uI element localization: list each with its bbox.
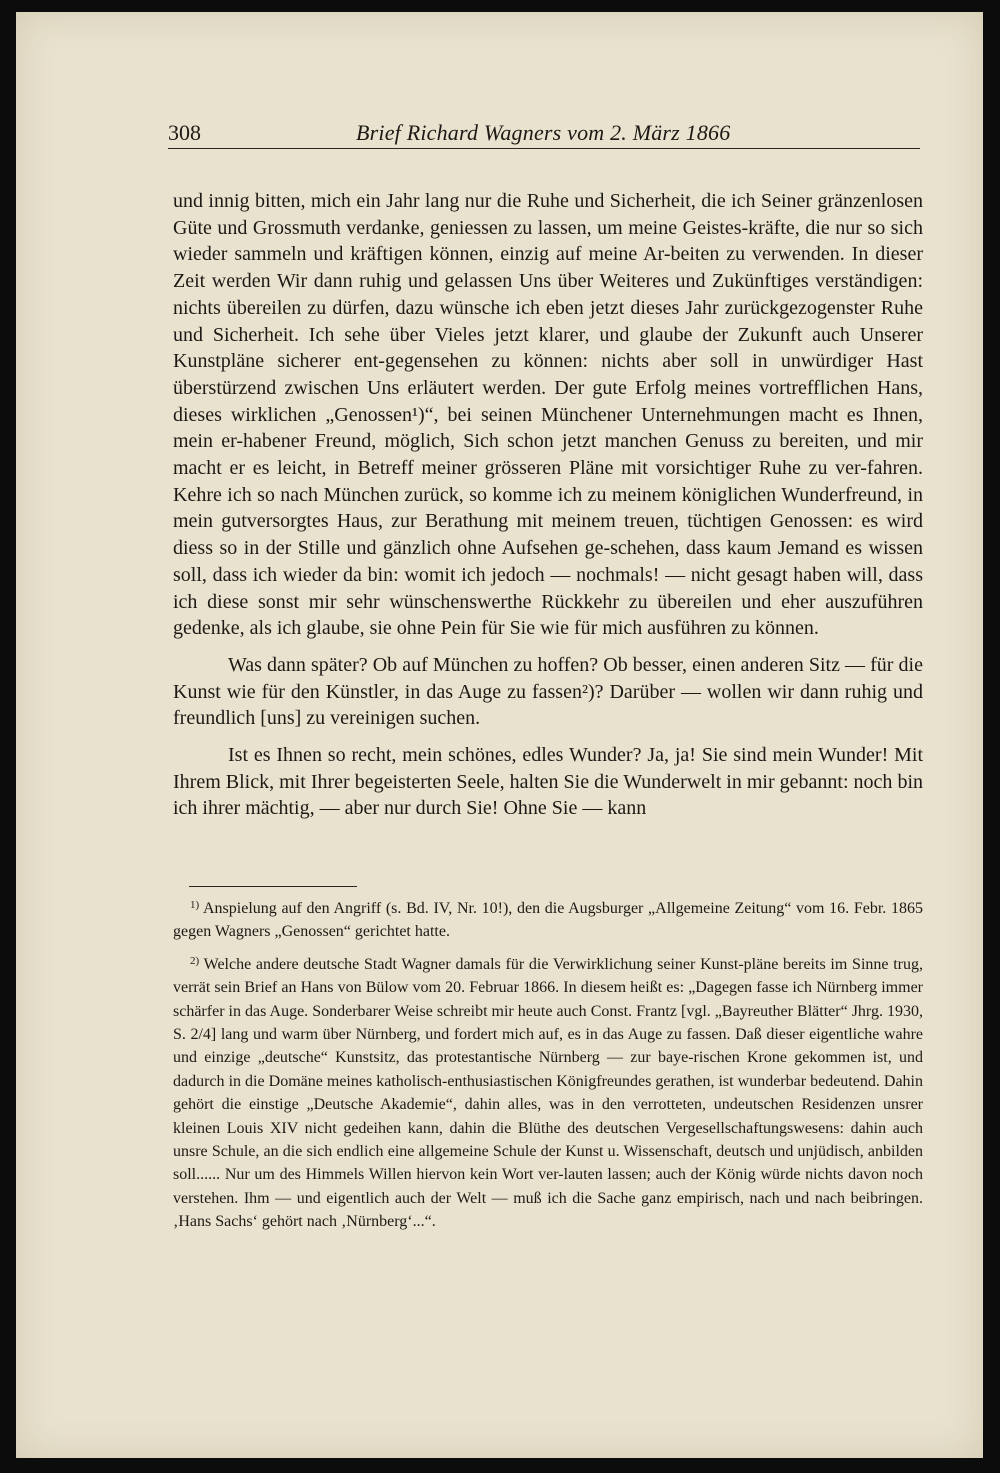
book-page [16,12,983,1458]
footnote-divider [189,886,357,887]
body-paragraph: Was dann später? Ob auf München zu hoffen? Ob besser, einen anderen Sitz — für die Kunst wie für den Künstler, in das Auge zu fassen²)? Darüber — wollen wir dann ruhig und freundlich [uns] zu vereinigen suchen. [173,653,923,730]
footnote-text: Welche andere deutsche Stadt Wagner damals für die Verwirklichung seiner Kunst-pläne bereits im Sinne trug, verrät sein Brief an Hans von Bülow vom 20. Februar 1866. In diesem heißt es: „Dagegen fasse ich Nürnberg immer schärfer in das Auge. Sonderbarer Weise schreibt mir heute auch Const. Frantz [vgl. „Bayreuther Blätter“ Jhrg. 1930, S. 2/4] lang und warm über Nürnberg, und fordert mich auf, es in das Auge zu fassen. Daß dieser eigentliche wahre und einzige „deutsche“ Kunstsitz, das protestantische Nürnberg — zur baye-rischen Krone gekommen ist, und dadurch in die Domäne meines katholisch-enthusiastischen Königfreundes gerathen, ist wunderbar bedeutend. Dahin gehört die einstige „Deutsche Akademie“, dahin alles, was in den verrotteten, undeutschen Residenzen unsrer kleinen Louis XIV nicht gedeihen kann, dahin die Blüthe des deutschen Vergesellschaftungswesens: dahin auch unsre Schule, an die sich endlich eine allgemeine Schule der Kunst u. Wissenschaft, deutsch und unjüdisch, anbilden soll...... Nur um des Himmels Willen hiervon kein Wort ver-lauten lassen; auch der König würde nichts davon noch verstehen. Ihm — und eigentlich auch der Welt — muß ich die Sache ganz empirisch, nach und nach beibringen. ‚Hans Sachs‘ gehört nach ‚Nürnberg‘...“. [173,955,923,1231]
footnote [173,894,923,944]
body-paragraph: Ist es Ihnen so recht, mein schönes, edles Wunder? Ja, ja! Sie sind mein Wunder! Mit Ihrem Blick, mit Ihrer begeisterten Seele, halten Sie die Wunderwelt in mir gebannt: noch bin ich ihrer mächtig, — aber nur durch Sie! Ohne Sie — kann [173,744,923,820]
running-title: Brief Richard Wagners vom 2. März 1866 [356,120,731,145]
letter-body [173,188,923,822]
page-number: 308 [168,120,201,145]
footnote-marker: 1) [190,899,200,911]
footnote-marker: 2) [190,954,200,967]
footnote-text: Anspielung auf den Angriff (s. Bd. IV, Nr. 10!), den die Augsburger „Allgemeine Zeitung“ vom 16. Febr. 1865 gegen Wagners „Genossen“ gerichtet hatte. [173,900,923,941]
body-paragraph: und innig bitten, mich ein Jahr lang nur die Ruhe und Sicherheit, die ich Seiner gränzenlosen Güte und Grossmuth verdanke, geniessen zu lassen, um meine Geistes-kräfte, die nur so sich wieder sammeln und kräftigen können, einzig auf meine Ar-beiten zu verwenden. In dieser Zeit werden Wir dann ruhig und gelassen Uns über Weiteres und Zukünftiges verständigen: nichts übereilen zu dürfen, dazu wünsche ich eben jetzt dieses Jahr zurückgezogenster Ruhe und Sicherheit. Ich sehe über Vieles jetzt klarer, und glaube der Zukunft auch Unserer Kunstpläne sicherer ent-gegensehen zu können: nichts aber soll in unwürdiger Hast überstürzend zwischen Uns erläutert werden. Der gute Erfolg meines vortrefflichen Hans, dieses wirklichen „Genossen¹)“, bei seinen Münchener Unternehmungen macht es Ihnen, mein er-habener Freund, möglich, Sich schon jetzt manchen Genuss zu bereiten, und mir macht er es leicht, in Betreff meiner grösseren Pläne mit vorsichtiger Ruhe zu ver-fahren. Kehre ich so nach München zurück, so komme ich zu meinem königlichen Wunderfreund, in mein gutversorgtes Haus, zur Berathung mit meinem treuen, tüchtigen Genossen: es wird diess so in der Stille und gänzlich ohne Aufsehen ge-schehen, dass kaum Jemand es wissen soll, dass ich wieder da bin: womit ich jedoch — nochmals! — nicht gesagt haben will, dass ich diese sonst mir sehr wünschenswerthe Rückkehr zu übereilen und eher auszuführen gedenke, als ich glaube, sie ohne Pein für Sie wie für mich ausführen zu können. [173,190,923,640]
footnotes [173,894,923,1234]
footnote [173,950,923,1234]
page-header [168,114,920,149]
